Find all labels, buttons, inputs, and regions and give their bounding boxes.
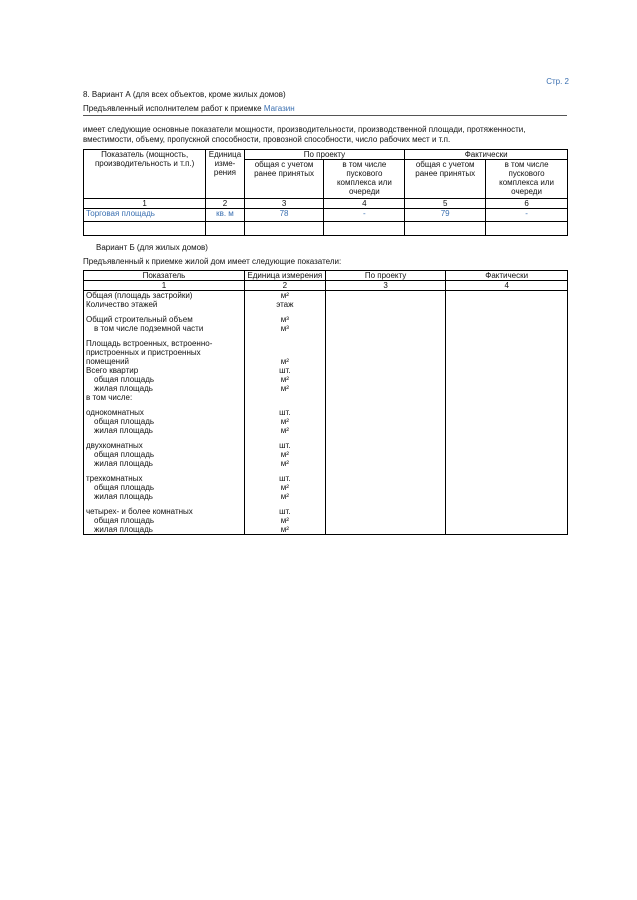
header-project-total: общая с учетом ранее принятых	[244, 160, 324, 199]
unit-item: м²	[280, 417, 289, 426]
col-number: 2	[206, 199, 244, 209]
section-b-presented: Предъявленный к приемке жилой дом имеет следующие показатели:	[83, 257, 342, 266]
unit-item: м²	[280, 459, 289, 468]
header-actual-total: общая с учетом ранее принятых	[405, 160, 486, 199]
row-unit: кв. м	[206, 209, 244, 222]
indicator-item: Площадь встроенных, встроенно-пристроенных и пристроенных помещений	[86, 339, 213, 366]
indicator-item: жилая площадь	[94, 525, 153, 534]
unit-item: шт.	[279, 408, 291, 417]
indicator-item: жилая площадь	[94, 384, 153, 393]
unit-item: м²	[280, 384, 289, 393]
col-number: 5	[405, 199, 486, 209]
indicator-item: Всего квартир	[86, 366, 139, 375]
unit-item: м²	[280, 426, 289, 435]
indicator-item: в том числе подземной части	[94, 324, 204, 333]
presented-line	[83, 104, 567, 116]
col-number: 3	[325, 281, 446, 291]
col-number: 3	[244, 199, 324, 209]
header-indicator: Показатель (мощность, производительность и т.п.)	[84, 150, 206, 199]
page-number: Стр. 2	[546, 77, 569, 86]
unit-item: м²	[280, 357, 289, 366]
row-project-total: 78	[244, 209, 324, 222]
indicator-item: Общий строительный объем	[86, 315, 193, 324]
unit-item: м²	[280, 375, 289, 384]
table-row-empty	[84, 222, 568, 236]
header-actual-b: Фактически	[446, 271, 568, 281]
indicator-list	[84, 291, 245, 535]
indicator-item: Общая (площадь застройки)	[86, 291, 193, 300]
indicator-item: жилая площадь	[94, 459, 153, 468]
indicator-item: общая площадь	[94, 417, 155, 426]
unit-item: м²	[280, 516, 289, 525]
indicator-item: в том числе:	[86, 393, 133, 402]
header-project-b: По проекту	[325, 271, 446, 281]
indicator-item: общая площадь	[94, 450, 155, 459]
header-unit-b: Единица измерения	[244, 271, 325, 281]
unit-item: шт.	[279, 441, 291, 450]
col-number: 2	[244, 281, 325, 291]
unit-list	[244, 291, 325, 535]
unit-item: шт.	[279, 507, 291, 516]
unit-item: м²	[280, 492, 289, 501]
unit-item: шт.	[279, 366, 291, 375]
unit-item: шт.	[279, 474, 291, 483]
unit-item: м²	[280, 483, 289, 492]
indicator-item: общая площадь	[94, 375, 155, 384]
row-indicator: Торговая площадь	[84, 209, 206, 222]
actual-values	[446, 291, 568, 535]
unit-item: м³	[280, 324, 289, 333]
indicator-item: общая площадь	[94, 516, 155, 525]
header-project: По проекту	[244, 150, 405, 160]
header-unit: Единица изме-рения	[206, 150, 244, 199]
header-actual-launch: в том числе пускового комплекса или очереди	[486, 160, 568, 199]
table-variant-a	[83, 149, 568, 236]
table-variant-b	[83, 270, 568, 535]
section-a-description: имеет следующие основные показатели мощности, производительности, производственной площади, протяженности, вместимости, объему, пропускной способности, провозной способности, число рабочих мест и т.п.	[83, 125, 526, 144]
project-values	[325, 291, 446, 535]
col-number: 1	[84, 281, 245, 291]
indicator-item: однокомнатных	[86, 408, 144, 417]
unit-item: м²	[280, 291, 289, 300]
header-project-launch: в том числе пускового комплекса или очереди	[324, 160, 405, 199]
row-actual-total: 79	[405, 209, 486, 222]
unit-item: м³	[280, 315, 289, 324]
col-number: 1	[84, 199, 206, 209]
unit-item: этаж	[276, 300, 294, 309]
unit-item: м²	[280, 450, 289, 459]
row-actual-launch: -	[486, 209, 568, 222]
indicator-item: четырех- и более комнатных	[86, 507, 193, 516]
header-actual: Фактически	[405, 150, 568, 160]
indicator-item: двухкомнатных	[86, 441, 143, 450]
row-project-launch: -	[324, 209, 405, 222]
indicator-item: общая площадь	[94, 483, 155, 492]
table-row	[84, 209, 568, 222]
col-number: 4	[446, 281, 568, 291]
presented-label: Предъявленный исполнителем работ к приемке	[83, 104, 264, 113]
indicator-item: жилая площадь	[94, 492, 153, 501]
col-number: 6	[486, 199, 568, 209]
section-a-title: 8. Вариант А (для всех объектов, кроме жилых домов)	[83, 90, 286, 99]
indicator-item: трехкомнатных	[86, 474, 143, 483]
indicator-item: жилая площадь	[94, 426, 153, 435]
presented-value: Магазин	[263, 104, 295, 113]
unit-item: м²	[280, 525, 289, 534]
col-number: 4	[324, 199, 405, 209]
indicator-item: Количество этажей	[86, 300, 158, 309]
header-indicator-b: Показатель	[84, 271, 245, 281]
section-b-title: Вариант Б (для жилых домов)	[96, 243, 208, 252]
